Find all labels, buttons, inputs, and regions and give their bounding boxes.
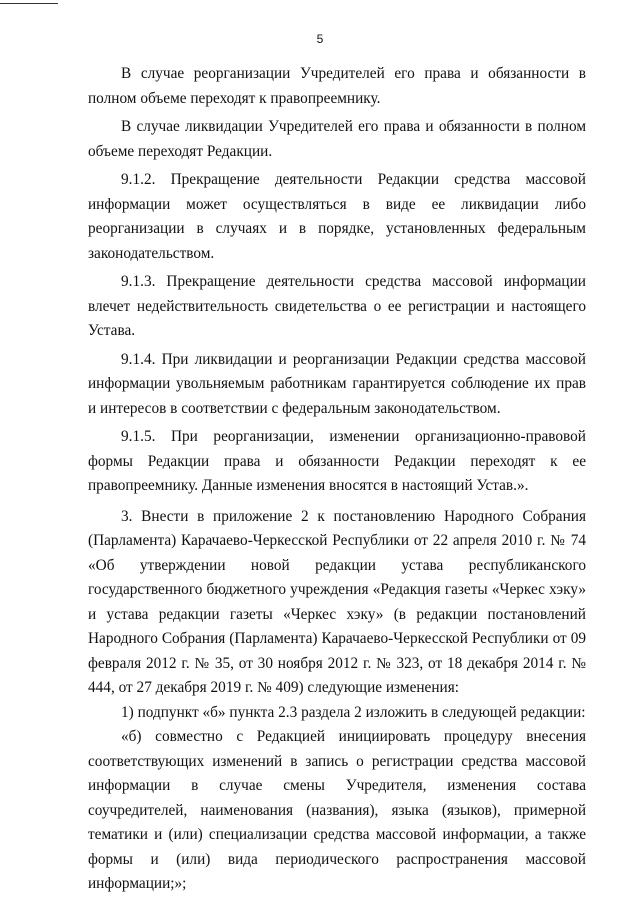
paragraph-subitem-1: 1) подпункт «б» пункта 2.3 раздела 2 изложить в следующей редакции:	[121, 703, 586, 721]
paragraph-9-1-3: 9.1.3. Прекращение деятельности средства массовой информации влечет недействительность свидетельства о ее регистрации и настоящего Устава.	[88, 273, 586, 339]
page-number: 5	[316, 32, 324, 46]
header-rule	[0, 3, 58, 4]
paragraph-reorganization: В случае реорганизации Учредителей его права и обязанности в полном объеме переходят к правопреемнику.	[88, 65, 586, 107]
paragraph-subitem-b: «б) совместно с Редакцией инициировать процедуру внесения соответствующих изменений в запись о регистрации средства массовой информации в случае смены Учредителя, изменения состава соучредителей, наименования (названия), языка (языков), примерной тематики и (или) специализации средства массовой информации, а также формы и (или) вида периодического распространения массовой информации;»;	[88, 728, 586, 892]
paragraph-9-1-2: 9.1.2. Прекращение деятельности Редакции средства массовой информации может осуществляться в виде ее ликвидации либо реорганизации в случаях и в порядке, установленных федеральным законодательством.	[88, 171, 586, 262]
document-body	[88, 62, 586, 901]
paragraph-item-3: 3. Внести в приложение 2 к постановлению Народного Собрания (Парламента) Карачаево-Черкесской Республики от 22 апреля 2010 г. № 74 «Об утверждении новой редакции устава республиканского государственного бюджетного учреждения «Редакция газеты «Черкес хэку» и устава редакции газеты «Черкес хэку» (в редакции постановлений Народного Собрания (Парламента) Карачаево-Черкесской Республики от 09 февраля 2012 г. № 35, от 30 ноября 2012 г. № 323, от 18 декабря 2014 г. № 444, от 27 декабря 2019 г. № 409) следующие изменения:	[88, 507, 586, 696]
paragraph-9-1-4: 9.1.4. При ликвидации и реорганизации Редакции средства массовой информации увольняемым работникам гарантируется соблюдение их прав и интересов в соответствии с федеральным законодательством.	[88, 350, 586, 417]
paragraph-liquidation: В случае ликвидации Учредителей его права и обязанности в полном объеме переходят Редакции.	[88, 118, 586, 160]
paragraph-9-1-5: 9.1.5. При реорганизации, изменении организационно-правовой формы Редакции права и обязанности Редакции переходят к ее правопреемнику. Данные изменения вносятся в настоящий Устав.».	[88, 428, 586, 494]
